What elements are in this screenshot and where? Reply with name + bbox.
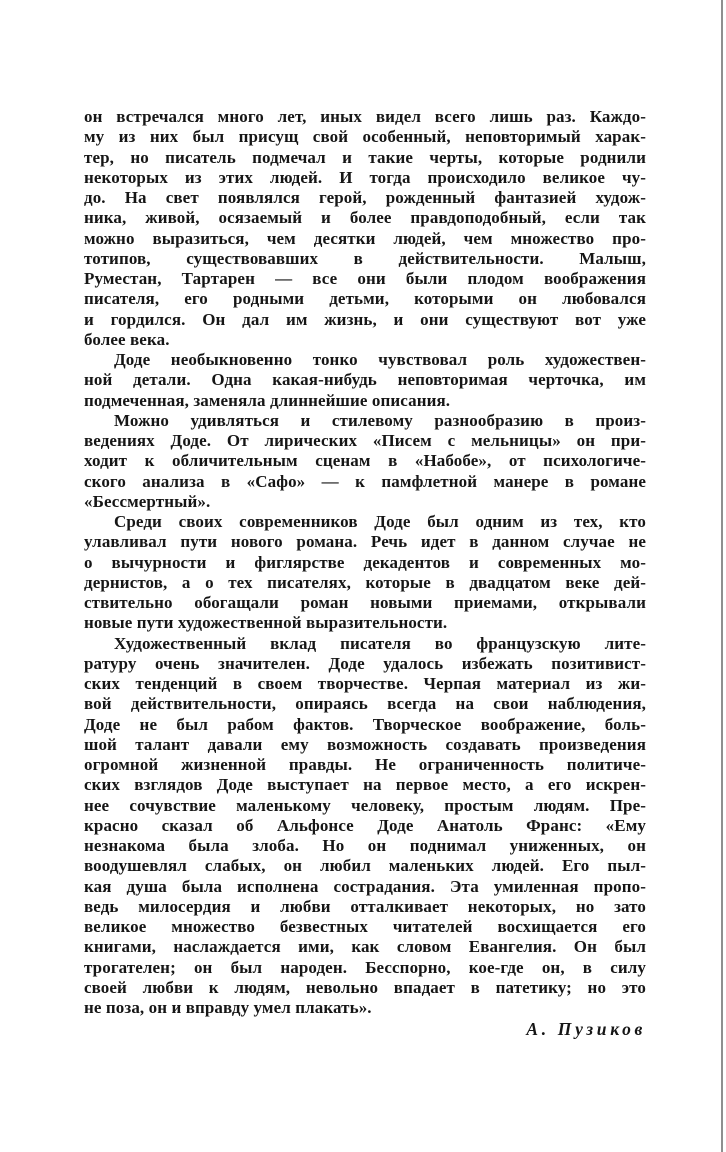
text-line: более века. (84, 329, 170, 349)
scan-edge-line (721, 0, 723, 1152)
text-line: не поза, он и вправду умел плакать». (84, 998, 372, 1017)
text-line: ведениях Доде. От лирических «Писем с мельницы» он при- (84, 431, 646, 450)
text-line: до. На свет появлялся герой, рожденный фантазией худож- (84, 188, 646, 207)
text-line: новые пути художественной выразительности. (84, 613, 448, 633)
text-line: Доде не был рабом фактов. Творческое воображение, боль- (84, 714, 646, 734)
text-line: подмеченная, заменяла длиннейшие описания. (84, 390, 451, 410)
text-line: Можно удивляться и стилевому разнообразию в произ- (114, 410, 646, 430)
text-line: ведь милосердия и любви отталкивает некоторых, но зато (84, 896, 646, 916)
text-line: кая душа была исполнена сострадания. Эта умиленная пропо- (84, 876, 646, 896)
text-line: шой талант давали ему возможность создавать произведения (84, 734, 646, 754)
text-line: о вычурности и фиглярстве декадентов и современных мо- (84, 552, 646, 572)
text-line: му из них был присущ свой особенный, неповторимый харак- (84, 127, 646, 147)
text-line: огромной жизненной правды. Не ограниченность политиче- (84, 755, 646, 774)
text-line: тотипов, существовавших в действительности. Малыш, (84, 248, 646, 268)
author-signature: А. Пузиков (526, 1019, 646, 1039)
text-line: воодушевлял слабых, он любил маленьких людей. Его пыл- (84, 856, 646, 876)
text-line: ского анализа в «Сафо» — к памфлетной манере в романе (84, 471, 646, 491)
text-line: некоторых из этих людей. И тогда происходило великое чу- (84, 167, 646, 187)
text-line: ствительно обогащали роман новыми приемами, открывали (84, 593, 646, 612)
text-line: ратуру очень значителен. Доде удалось избежать позитивист- (84, 653, 646, 673)
text-line: трогателен; он был народен. Бесспорно, кое-где он, в силу (84, 957, 646, 977)
text-line: великое множество безвестных читателей восхищается его (84, 917, 646, 936)
text-line: тер, но писатель подмечал и такие черты, которые роднили (84, 147, 646, 167)
text-line: ной детали. Одна какая-нибудь неповторимая черточка, им (84, 370, 646, 390)
text-line: Доде необыкновенно тонко чувствовал роль художествен- (114, 350, 646, 369)
text-line: ских тенденций в своем творчестве. Черпая материал из жи- (84, 674, 646, 693)
text-line: можно выразиться, чем десятки людей, чем множество про- (84, 228, 646, 248)
text-line: Среди своих современников Доде был одним из тех, кто (114, 512, 646, 531)
text-line: дернистов, а о тех писателях, которые в двадцатом веке дей- (84, 572, 646, 592)
paragraph (84, 350, 646, 411)
text-line: вой действительности, опираясь всегда на свои наблюдения, (84, 694, 646, 714)
paragraph (84, 512, 646, 634)
text-line: ских взглядов Доде выступает на первое место, а его искрен- (84, 775, 646, 795)
text-line: Художественный вклад писателя во французскую лите- (114, 633, 646, 653)
text-line: он встречался много лет, иных видел всего лишь раз. Каждо- (84, 107, 646, 126)
paragraph (84, 107, 646, 350)
text-line: ника, живой, осязаемый и более правдоподобный, если так (84, 208, 646, 228)
paragraph (84, 411, 646, 512)
text-line: и гордился. Он дал им жизнь, и они существуют вот уже (84, 309, 646, 329)
text-line: улавливал пути нового романа. Речь идет в данном случае не (84, 532, 646, 552)
text-line: незнакома была злоба. Но он поднимал униженных, он (84, 836, 646, 855)
text-line: книгами, наслаждается ими, как словом Евангелия. Он был (84, 937, 646, 957)
text-line: писателя, его родными детьми, которыми он любовался (84, 289, 646, 309)
text-line: нее сочувствие маленькому человеку, простым людям. Пре- (84, 795, 646, 815)
page-text (84, 107, 646, 1018)
text-line: ходит к обличительным сценам в «Набобе», от психологиче- (84, 451, 646, 471)
text-line: красно сказал об Альфонсе Доде Анатоль Франс: «Ему (84, 815, 646, 835)
text-line: «Бессмертный». (84, 491, 211, 511)
paragraph (84, 634, 646, 1019)
text-line: своей любви к людям, невольно впадает в патетику; но это (84, 977, 646, 997)
text-line: Руместан, Тартарен — все они были плодом воображения (84, 269, 646, 288)
